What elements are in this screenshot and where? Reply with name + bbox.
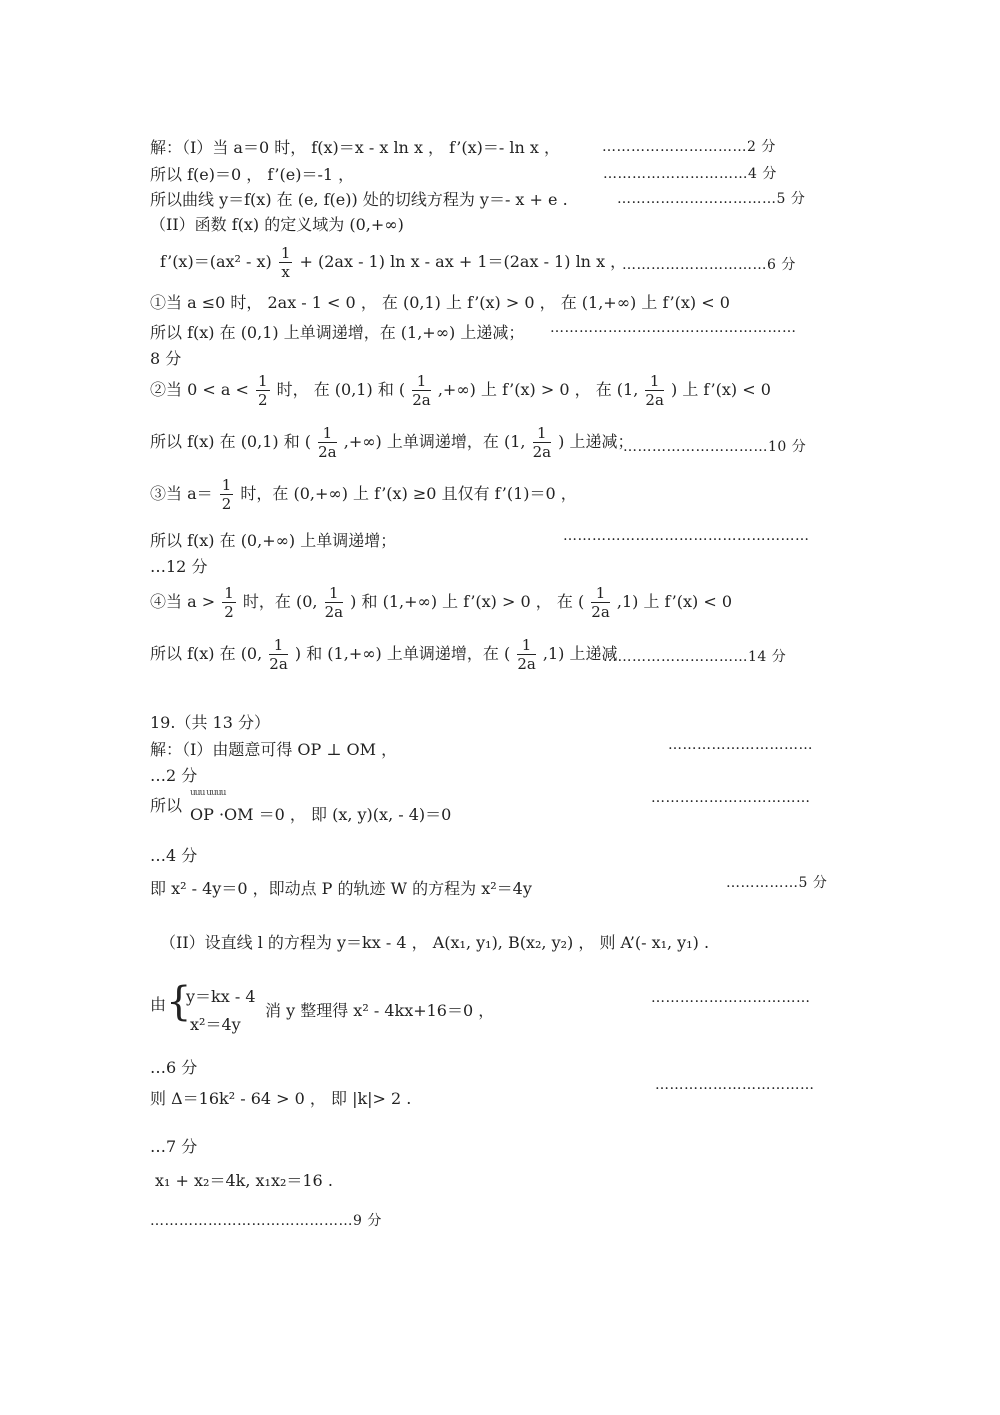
fraction-1-over-2a: $\frac{1}{2a}$: [591, 584, 610, 621]
case-3-dots: ……………………………………………: [563, 528, 810, 544]
fraction-1-over-2: $\frac{1}{2}$: [221, 476, 232, 513]
case-3-line: [150, 476, 577, 513]
case-1-conclusion: 所以 f(x) 在 (0,1) 上单调递增，在 (1,+∞) 上递减；: [150, 323, 525, 342]
case-2-part-c: ,+∞) 上 f’(x) > 0 ， 在 (1,: [437, 380, 639, 399]
fraction-1-over-2: $\frac{1}{2}$: [224, 584, 234, 621]
score-10: …………………………10 分: [623, 439, 807, 455]
case-4-part-b: 时，在 (0,: [242, 592, 318, 611]
case-4-line: [150, 584, 732, 621]
q19-line-9: 则 Δ＝16k² - 64 > 0 ， 即 |k|> 2 .: [150, 1089, 412, 1108]
score-2: …………………………2 分: [602, 139, 776, 155]
fraction-1-over-2a: $\frac{1}{2a}$: [517, 636, 536, 673]
q19-score-9: ……………………………………9 分: [150, 1213, 382, 1229]
q19-line-3-label: 所以: [150, 796, 183, 815]
case-3-conclusion: 所以 f(x) 在 (0,+∞) 上单调递增；: [150, 531, 397, 550]
q19-line-6: （II）设直线 l 的方程为 y＝kx - 4 ， A(x₁, y₁), B(x₂, y₂) ， 则 A’(- x₁, y₁) .: [160, 933, 710, 952]
system-brace: {: [166, 979, 192, 1025]
derivative-part-a: f’(x)＝(ax² - x): [160, 252, 272, 271]
case-2-concl-c: ) 上递减；: [558, 432, 634, 451]
q19-line-11: x₁ + x₂＝4k, x₁x₂＝16 .: [155, 1171, 333, 1190]
case-2-line: [150, 372, 771, 409]
q19-score-7: …7 分: [150, 1137, 198, 1156]
problem-19-title: 19.（共 13 分）: [150, 713, 270, 732]
case-2-part-b: 时， 在 (0,1) 和 (: [276, 380, 406, 399]
case-3-part-a: ③当 a＝: [150, 484, 213, 503]
fraction-1-over-2a: $\frac{1}{2a}$: [318, 424, 337, 461]
case-1-dots: ……………………………………………: [550, 320, 797, 336]
q19-score-6: …6 分: [150, 1058, 198, 1077]
q19-score-4: …4 分: [150, 846, 198, 865]
q19-line-1: 解：（I）由题意可得 OP ⊥ OM ，: [150, 740, 398, 759]
case-4-part-a: ④当 a >: [150, 592, 216, 611]
score-5: ……………………………5 分: [617, 191, 806, 207]
case-4-concl-c: ,1) 上递减: [542, 644, 618, 663]
case-2-concl-b: ,+∞) 上单调递增，在 (1,: [343, 432, 526, 451]
fraction-1-over-2: $\frac{1}{2}$: [257, 372, 268, 409]
q19-dots-9: ……………………………: [655, 1077, 815, 1093]
case-4-concl-a: 所以 f(x) 在 (0,: [150, 644, 263, 663]
system-eq-1: y＝kx - 4: [186, 987, 256, 1006]
solution-line-3: 所以曲线 y＝f(x) 在 (e, f(e)) 处的切线方程为 y＝- x + e .: [150, 190, 568, 209]
derivative-line: [160, 244, 626, 281]
score-12: …12 分: [150, 557, 208, 576]
case-2-part-d: ) 上 f’(x) < 0: [671, 380, 771, 399]
score-8: 8 分: [150, 349, 182, 368]
q19-line-7-rest: 消 y 整理得 x² - 4kx+16＝0 ，: [265, 1001, 495, 1020]
score-14: …………………………14 分: [603, 649, 787, 665]
q19-line-3-eq: OP ·OM ＝0 ， 即 (x, y)(x, - 4)＝0: [190, 805, 452, 824]
score-6: …………………………6 分: [622, 257, 796, 273]
case-2-part-a: ②当 0 < a <: [150, 380, 249, 399]
q19-score-2: …2 分: [150, 766, 198, 785]
case-4-concl-b: ) 和 (1,+∞) 上单调递增，在 (: [294, 644, 511, 663]
solution-line-2: 所以 f(e)＝0 ， f’(e)＝-1 ，: [150, 165, 355, 184]
q19-line-7-label: 由: [150, 995, 167, 1014]
q19-score-5: ……………5 分: [726, 875, 828, 891]
case-4-conclusion: [150, 636, 618, 673]
fraction-1-over-x: $\frac{1}{x}$: [280, 244, 291, 281]
vector-arrows: uuu uuuu: [190, 788, 226, 798]
case-4-part-c: ) 和 (1,+∞) 上 f’(x) > 0 ， 在 (: [350, 592, 585, 611]
system-eq-2: x²＝4y: [190, 1015, 241, 1034]
fraction-1-over-2a: $\frac{1}{2a}$: [269, 636, 288, 673]
case-3-part-b: 时，在 (0,+∞) 上 f’(x) ≥0 且仅有 f’(1)＝0 ，: [240, 484, 577, 503]
score-4: …………………………4 分: [603, 166, 777, 182]
case-4-part-d: ,1) 上 f’(x) < 0: [616, 592, 733, 611]
fraction-1-over-2a: $\frac{1}{2a}$: [412, 372, 431, 409]
q19-dots-7: ……………………………: [651, 990, 811, 1006]
q19-line-5: 即 x² - 4y＝0 ，即动点 P 的轨迹 W 的方程为 x²＝4y: [150, 879, 532, 898]
case-2-concl-a: 所以 f(x) 在 (0,1) 和 (: [150, 432, 312, 451]
solution-line-1: 解：（I）当 a＝0 时， f(x)＝x - x ln x ， f’(x)＝- ln x ，: [150, 138, 560, 157]
case-2-conclusion: [150, 424, 634, 461]
derivative-part-b: + (2ax - 1) ln x - ax + 1＝(2ax - 1) ln x ，: [299, 252, 627, 271]
solution-line-4: （II）函数 f(x) 的定义域为 (0,+∞): [150, 215, 404, 234]
q19-dots-3: ……………………………: [651, 790, 811, 806]
fraction-1-over-2a: $\frac{1}{2a}$: [532, 424, 552, 461]
fraction-1-over-2a: $\frac{1}{2a}$: [645, 372, 664, 409]
fraction-1-over-2a: $\frac{1}{2a}$: [324, 584, 344, 621]
q19-dots-1: …………………………: [668, 737, 813, 753]
case-1-line: ①当 a ≤0 时， 2ax - 1 < 0 ， 在 (0,1) 上 f’(x) > 0 ， 在 (1,+∞) 上 f’(x) < 0: [150, 293, 730, 312]
